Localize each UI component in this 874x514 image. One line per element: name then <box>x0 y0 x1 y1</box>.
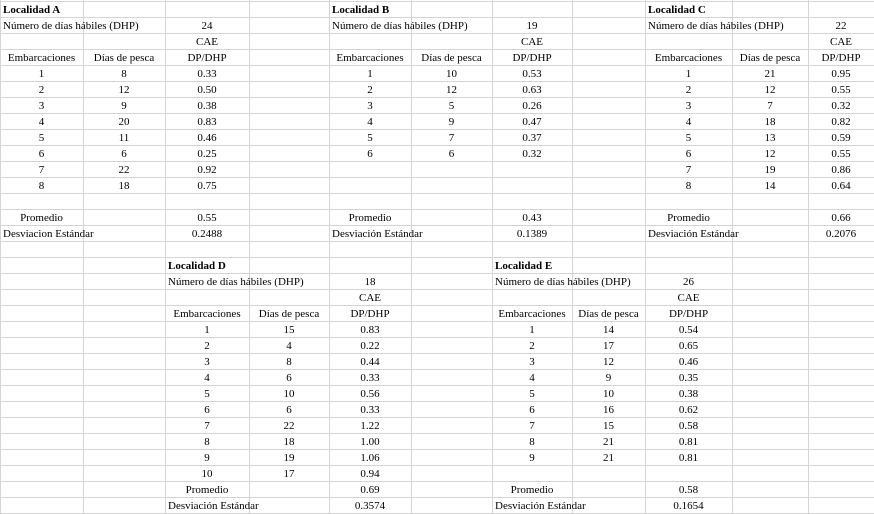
embarcacion-cell-a[interactable]: 2 <box>38 84 45 96</box>
localidad-title-b[interactable]: Localidad B <box>332 4 390 16</box>
dp-dhp-cell-e[interactable]: 0.35 <box>678 372 699 384</box>
embarcacion-cell-e[interactable]: 6 <box>529 404 535 416</box>
promedio-label-a[interactable]: Promedio <box>20 212 63 224</box>
embarcacion-cell-e[interactable]: 3 <box>529 356 535 368</box>
dias-pesca-cell-e[interactable]: 21 <box>603 452 614 464</box>
dias-pesca-cell-d[interactable]: 22 <box>283 420 295 432</box>
grid-row-line <box>0 417 874 418</box>
localidad-title-e[interactable]: Localidad E <box>495 260 553 272</box>
dias-pesca-cell-c[interactable]: 21 <box>764 68 776 80</box>
grid-row-line <box>0 353 874 354</box>
dias-pesca-cell-c[interactable]: 19 <box>764 164 776 176</box>
desviacion-label-c[interactable]: Desviación Estándar <box>648 228 739 240</box>
dias-pesca-cell-d[interactable]: 18 <box>283 436 295 448</box>
desviacion-label-b[interactable]: Desviación Estándar <box>332 228 423 240</box>
dp-dhp-cell-e[interactable]: 0.81 <box>678 436 699 448</box>
dp-dhp-cell-d[interactable]: 1.22 <box>360 420 380 432</box>
embarcacion-cell-b[interactable]: 4 <box>367 116 373 128</box>
dias-pesca-cell-d[interactable]: 6 <box>286 404 292 416</box>
dp-dhp-cell-d[interactable]: 1.06 <box>360 452 380 464</box>
dias-pesca-cell-e[interactable]: 9 <box>605 372 612 384</box>
dp-dhp-cell-c[interactable]: 0.82 <box>831 116 851 128</box>
embarcacion-cell-c[interactable]: 7 <box>685 164 692 176</box>
embarcacion-cell-b[interactable]: 2 <box>367 84 373 96</box>
grid-row-line <box>0 321 874 322</box>
dp-dhp-header-e[interactable]: DP/DHP <box>668 308 709 320</box>
dp-dhp-cell-b[interactable]: 0.37 <box>522 132 542 144</box>
dias-pesca-cell-e[interactable]: 10 <box>603 388 614 400</box>
dp-dhp-cell-d[interactable]: 0.83 <box>360 324 380 336</box>
dias-pesca-cell-a[interactable]: 20 <box>118 116 130 128</box>
dp-dhp-cell-d[interactable]: 0.44 <box>360 356 380 368</box>
dias-pesca-cell-d[interactable]: 15 <box>283 324 295 336</box>
promedio-value-a[interactable]: 0.55 <box>197 212 217 224</box>
embarcacion-cell-c[interactable]: 1 <box>685 68 692 80</box>
grid-row-line <box>0 497 874 498</box>
dp-dhp-cell-b[interactable]: 0.32 <box>522 148 542 160</box>
embarcaciones-header-b[interactable]: Embarcaciones <box>336 52 404 64</box>
grid-row-line <box>0 209 874 210</box>
promedio-value-d[interactable]: 0.69 <box>360 484 380 496</box>
dias-pesca-cell-d[interactable]: 19 <box>283 452 295 464</box>
grid-row-line <box>0 289 874 290</box>
dias-pesca-cell-d[interactable]: 17 <box>283 468 295 480</box>
embarcacion-cell-d[interactable]: 2 <box>204 340 210 352</box>
dhp-label-d[interactable]: Número de días hábiles (DHP) <box>168 276 304 288</box>
embarcacion-cell-a[interactable]: 1 <box>38 68 45 80</box>
dias-pesca-header-c[interactable]: Días de pesca <box>739 52 801 64</box>
embarcacion-cell-d[interactable]: 4 <box>204 372 210 384</box>
promedio-label-d[interactable]: Promedio <box>185 484 229 496</box>
dp-dhp-cell-d[interactable]: 0.33 <box>360 404 380 416</box>
dp-dhp-cell-e[interactable]: 0.58 <box>678 420 699 432</box>
embarcaciones-header-d[interactable]: Embarcaciones <box>173 308 241 320</box>
dias-pesca-cell-a[interactable]: 18 <box>118 180 130 192</box>
embarcacion-cell-d[interactable]: 10 <box>201 468 213 480</box>
embarcacion-cell-b[interactable]: 6 <box>367 148 373 160</box>
embarcaciones-header-a[interactable]: Embarcaciones <box>7 52 76 64</box>
dias-pesca-cell-c[interactable]: 13 <box>764 132 776 144</box>
grid-row-line <box>0 449 874 450</box>
embarcacion-cell-c[interactable]: 5 <box>685 132 692 144</box>
grid-row-line <box>0 369 874 370</box>
grid-row-line <box>0 305 874 306</box>
embarcacion-cell-a[interactable]: 8 <box>38 180 45 192</box>
dias-pesca-cell-a[interactable]: 22 <box>118 164 130 176</box>
grid-row-line <box>0 337 874 338</box>
promedio-label-b[interactable]: Promedio <box>348 212 392 224</box>
desviacion-value-b[interactable]: 0.1389 <box>516 228 548 240</box>
dias-pesca-cell-e[interactable]: 14 <box>603 324 614 336</box>
cae-header-a[interactable]: CAE <box>196 36 218 48</box>
embarcacion-cell-e[interactable]: 4 <box>529 372 535 384</box>
embarcacion-cell-c[interactable]: 6 <box>685 148 692 160</box>
dp-dhp-cell-e[interactable]: 0.46 <box>678 356 699 368</box>
embarcacion-cell-a[interactable]: 5 <box>38 132 45 144</box>
dp-dhp-cell-a[interactable]: 0.38 <box>197 100 217 112</box>
dias-pesca-cell-b[interactable]: 10 <box>446 68 457 80</box>
cae-header-d[interactable]: CAE <box>359 292 381 304</box>
dhp-label-c[interactable]: Número de días hábiles (DHP) <box>648 20 784 32</box>
dhp-label-e[interactable]: Número de días hábiles (DHP) <box>495 276 631 288</box>
dias-pesca-cell-a[interactable]: 9 <box>121 100 127 112</box>
embarcacion-cell-d[interactable]: 5 <box>204 388 210 400</box>
dp-dhp-cell-e[interactable]: 0.62 <box>678 404 699 416</box>
embarcacion-cell-c[interactable]: 8 <box>685 180 692 192</box>
dias-pesca-cell-b[interactable]: 6 <box>448 148 455 160</box>
dp-dhp-cell-c[interactable]: 0.59 <box>831 132 851 144</box>
dias-pesca-cell-e[interactable]: 21 <box>603 436 614 448</box>
dhp-value-e[interactable]: 26 <box>683 276 694 288</box>
dp-dhp-cell-a[interactable]: 0.83 <box>197 116 217 128</box>
dias-pesca-header-a[interactable]: Días de pesca <box>93 52 155 64</box>
dp-dhp-cell-c[interactable]: 0.64 <box>831 180 851 192</box>
embarcacion-cell-d[interactable]: 6 <box>204 404 210 416</box>
dias-pesca-cell-e[interactable]: 17 <box>603 340 614 352</box>
desviacion-label-a[interactable]: Desviacion Estándar <box>3 228 94 240</box>
embarcacion-cell-d[interactable]: 3 <box>204 356 210 368</box>
dp-dhp-cell-d[interactable]: 0.94 <box>360 468 380 480</box>
dp-dhp-cell-d[interactable]: 0.22 <box>360 340 380 352</box>
grid-row-line <box>0 273 874 274</box>
dp-dhp-cell-a[interactable]: 0.46 <box>197 132 217 144</box>
dhp-value-b[interactable]: 19 <box>526 20 538 32</box>
grid-row-line <box>0 401 874 402</box>
promedio-label-e[interactable]: Promedio <box>510 484 554 496</box>
embarcacion-cell-d[interactable]: 7 <box>204 420 210 432</box>
embarcacion-cell-a[interactable]: 4 <box>38 116 45 128</box>
dhp-label-b[interactable]: Número de días hábiles (DHP) <box>332 20 468 32</box>
desviacion-label-e[interactable]: Desviación Estándar <box>495 500 586 512</box>
embarcacion-cell-c[interactable]: 3 <box>685 100 692 112</box>
dias-pesca-cell-c[interactable]: 12 <box>764 84 776 96</box>
dp-dhp-cell-a[interactable]: 0.25 <box>197 148 217 160</box>
dias-pesca-cell-d[interactable]: 10 <box>283 388 295 400</box>
dp-dhp-cell-a[interactable]: 0.33 <box>197 68 217 80</box>
embarcacion-cell-e[interactable]: 2 <box>529 340 535 352</box>
localidad-title-d[interactable]: Localidad D <box>168 260 226 272</box>
embarcacion-cell-e[interactable]: 8 <box>529 436 535 448</box>
dias-pesca-cell-e[interactable]: 12 <box>603 356 614 368</box>
dp-dhp-cell-b[interactable]: 0.47 <box>522 116 542 128</box>
desviacion-label-d[interactable]: Desviación Estándar <box>168 500 259 512</box>
dias-pesca-cell-a[interactable]: 6 <box>121 148 127 160</box>
dp-dhp-cell-d[interactable]: 0.56 <box>360 388 380 400</box>
embarcacion-cell-b[interactable]: 3 <box>367 100 373 112</box>
dp-dhp-header-d[interactable]: DP/DHP <box>350 308 390 320</box>
dp-dhp-cell-c[interactable]: 0.32 <box>831 100 851 112</box>
dias-pesca-cell-c[interactable]: 12 <box>764 148 776 160</box>
localidad-title-a[interactable]: Localidad A <box>3 4 61 16</box>
embarcacion-cell-b[interactable]: 1 <box>367 68 373 80</box>
dias-pesca-cell-a[interactable]: 11 <box>118 132 130 144</box>
dias-pesca-cell-b[interactable]: 9 <box>448 116 455 128</box>
grid-row-line <box>0 481 874 482</box>
dhp-value-d[interactable]: 18 <box>364 276 376 288</box>
embarcacion-cell-d[interactable]: 9 <box>204 452 210 464</box>
dhp-value-a[interactable]: 24 <box>201 20 213 32</box>
dias-pesca-cell-b[interactable]: 7 <box>448 132 455 144</box>
dp-dhp-cell-a[interactable]: 0.75 <box>197 180 217 192</box>
dias-pesca-cell-c[interactable]: 18 <box>764 116 776 128</box>
dp-dhp-cell-b[interactable]: 0.63 <box>522 84 542 96</box>
dias-pesca-cell-b[interactable]: 5 <box>448 100 455 112</box>
dhp-value-c[interactable]: 22 <box>835 20 847 32</box>
dias-pesca-cell-a[interactable]: 8 <box>121 68 127 80</box>
grid-row-line <box>0 433 874 434</box>
dp-dhp-header-c[interactable]: DP/DHP <box>821 52 861 64</box>
grid-row-line <box>0 385 874 386</box>
dias-pesca-header-d[interactable]: Días de pesca <box>258 308 320 320</box>
dias-pesca-cell-e[interactable]: 15 <box>603 420 614 432</box>
cae-header-e[interactable]: CAE <box>677 292 700 304</box>
promedio-value-e[interactable]: 0.58 <box>678 484 699 496</box>
dias-pesca-cell-d[interactable]: 8 <box>286 356 292 368</box>
desviacion-value-d[interactable]: 0.3574 <box>354 500 386 512</box>
dp-dhp-cell-a[interactable]: 0.92 <box>197 164 217 176</box>
dias-pesca-cell-d[interactable]: 4 <box>286 340 292 352</box>
dias-pesca-cell-d[interactable]: 6 <box>286 372 292 384</box>
dp-dhp-cell-d[interactable]: 0.33 <box>360 372 380 384</box>
cae-header-c[interactable]: CAE <box>830 36 852 48</box>
dhp-label-a[interactable]: Número de días hábiles (DHP) <box>3 20 139 32</box>
dp-dhp-cell-c[interactable]: 0.55 <box>831 148 851 160</box>
embarcaciones-header-e[interactable]: Embarcaciones <box>498 308 566 320</box>
desviacion-value-e[interactable]: 0.1654 <box>673 500 704 512</box>
dp-dhp-cell-e[interactable]: 0.54 <box>678 324 699 336</box>
promedio-value-b[interactable]: 0.43 <box>522 212 542 224</box>
cae-header-b[interactable]: CAE <box>521 36 543 48</box>
desviacion-value-c[interactable]: 0.2076 <box>825 228 857 240</box>
promedio-value-c[interactable]: 0.66 <box>831 212 851 224</box>
dp-dhp-cell-a[interactable]: 0.50 <box>197 84 217 96</box>
dp-dhp-cell-d[interactable]: 1.00 <box>360 436 380 448</box>
embarcacion-cell-c[interactable]: 2 <box>685 84 692 96</box>
dias-pesca-cell-c[interactable]: 14 <box>764 180 776 192</box>
dp-dhp-cell-c[interactable]: 0.86 <box>831 164 851 176</box>
dp-dhp-cell-b[interactable]: 0.53 <box>522 68 542 80</box>
dp-dhp-cell-e[interactable]: 0.65 <box>678 340 699 352</box>
dp-dhp-header-a[interactable]: DP/DHP <box>187 52 227 64</box>
dp-dhp-cell-c[interactable]: 0.95 <box>831 68 851 80</box>
dp-dhp-header-b[interactable]: DP/DHP <box>512 52 552 64</box>
embarcacion-cell-c[interactable]: 4 <box>685 116 692 128</box>
embarcacion-cell-a[interactable]: 7 <box>38 164 45 176</box>
dias-pesca-header-b[interactable]: Días de pesca <box>421 52 482 64</box>
embarcacion-cell-e[interactable]: 1 <box>529 324 535 336</box>
dias-pesca-cell-a[interactable]: 12 <box>118 84 130 96</box>
dp-dhp-cell-e[interactable]: 0.38 <box>678 388 699 400</box>
localidad-title-c[interactable]: Localidad C <box>648 4 706 16</box>
grid-row-line <box>0 257 874 258</box>
promedio-label-c[interactable]: Promedio <box>667 212 710 224</box>
desviacion-value-a[interactable]: 0.2488 <box>191 228 223 240</box>
grid-row-line <box>0 465 874 466</box>
embarcacion-cell-d[interactable]: 1 <box>204 324 210 336</box>
embarcacion-cell-d[interactable]: 8 <box>204 436 210 448</box>
dias-pesca-cell-c[interactable]: 7 <box>767 100 773 112</box>
dias-pesca-cell-e[interactable]: 16 <box>603 404 614 416</box>
embarcacion-cell-e[interactable]: 9 <box>529 452 535 464</box>
grid-row-line <box>0 1 874 2</box>
embarcacion-cell-b[interactable]: 5 <box>367 132 373 144</box>
embarcacion-cell-e[interactable]: 7 <box>529 420 535 432</box>
embarcacion-cell-a[interactable]: 6 <box>38 148 45 160</box>
dp-dhp-cell-e[interactable]: 0.81 <box>678 452 699 464</box>
embarcaciones-header-c[interactable]: Embarcaciones <box>654 52 723 64</box>
dp-dhp-cell-c[interactable]: 0.55 <box>831 84 851 96</box>
embarcacion-cell-a[interactable]: 3 <box>38 100 45 112</box>
dias-pesca-header-e[interactable]: Días de pesca <box>578 308 639 320</box>
embarcacion-cell-e[interactable]: 5 <box>529 388 535 400</box>
dias-pesca-cell-b[interactable]: 12 <box>446 84 457 96</box>
dp-dhp-cell-b[interactable]: 0.26 <box>522 100 542 112</box>
